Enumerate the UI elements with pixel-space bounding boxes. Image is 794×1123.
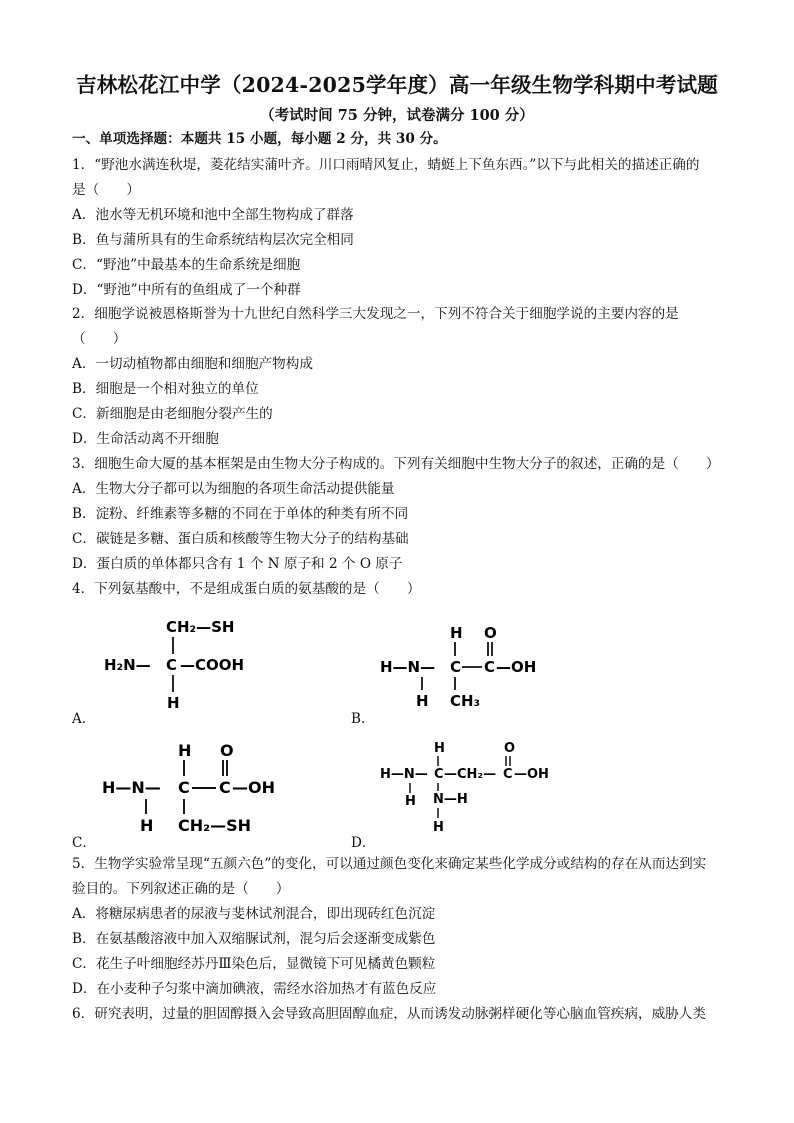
- q1-stem-line1: 1．“野池水满连秋堤，菱花结实蒲叶齐。川口雨晴风复止，蜻蜓上下鱼东西。”以下与此相关的描述正确的: [72, 157, 700, 173]
- struct-d-middle: —CH₂—: [444, 767, 497, 782]
- struct-d-top: H: [434, 741, 445, 756]
- exam-title: 吉林松花江中学（2024-2025学年度）高一年级生物学科期中考试题: [76, 73, 718, 97]
- struct-c-carbonyl-c: C: [219, 778, 231, 797]
- struct-b-carbonyl-c: C: [484, 658, 496, 676]
- section-heading: 一、单项选择题：本题共 15 小题，每小题 2 分，共 30 分。: [72, 131, 447, 147]
- struct-d-left-bottom: H: [405, 794, 416, 809]
- exam-subtitle: （考试时间 75 分钟，试卷满分 100 分）: [260, 107, 534, 124]
- amino-acid-structure-c[interactable]: [102, 738, 302, 838]
- q2-stem-line1: 2．细胞学说被恩格斯誉为十九世纪自然科学三大发现之一，下列不符合关于细胞学说的主要内容的是: [72, 306, 679, 322]
- struct-c-left-bottom: H: [140, 816, 154, 835]
- q4-option-c-label[interactable]: C．: [72, 835, 96, 851]
- struct-d-bottom-n: N—H: [433, 792, 468, 807]
- q5-option-a[interactable]: A．将糖尿病患者的尿液与斐林试剂混合，即出现砖红色沉淀: [72, 906, 436, 922]
- struct-a-bottom: H: [167, 694, 180, 712]
- struct-d-carbonyl-o: O: [504, 741, 516, 756]
- struct-a-center: C: [166, 656, 178, 674]
- q3-option-b[interactable]: B．淀粉、纤维素等多糖的不同在于单体的种类有所不同: [72, 506, 409, 522]
- struct-c-center: C: [178, 778, 190, 797]
- amino-acid-structure-d[interactable]: [380, 738, 570, 838]
- q3-option-c[interactable]: C．碳链是多糖、蛋白质和核酸等生物大分子的结构基础: [72, 531, 409, 547]
- q2-option-b[interactable]: B．细胞是一个相对独立的单位: [72, 381, 259, 397]
- q5-option-d[interactable]: D．在小麦种子匀浆中滴加碘液，需经水浴加热才有蓝色反应: [72, 981, 437, 997]
- struct-c-top: H: [178, 741, 192, 760]
- struct-d-carbonyl-c: C: [503, 767, 513, 782]
- struct-b-left-bottom: H: [416, 692, 429, 710]
- amino-acid-structure-a[interactable]: [100, 612, 280, 712]
- q1-option-c[interactable]: C．“野池”中最基本的生命系统是细胞: [72, 257, 301, 273]
- q2-option-c[interactable]: C．新细胞是由老细胞分裂产生的: [72, 406, 273, 422]
- q2-option-a[interactable]: A．一切动植物都由细胞和细胞产物构成: [72, 356, 313, 372]
- q1-stem-line2: 是（ ）: [72, 182, 140, 198]
- struct-b-carbonyl-o: O: [484, 624, 497, 642]
- struct-d-center: C: [434, 767, 444, 782]
- struct-c-right: —OH: [232, 778, 275, 797]
- struct-a-top: CH₂—SH: [166, 618, 235, 636]
- q5-stem-line1: 5．生物学实验常呈现“五颜六色”的变化，可以通过颜色变化来确定某些化学成分或结构的存在从而达到实: [72, 856, 707, 872]
- amino-acid-structure-b[interactable]: [380, 622, 560, 714]
- struct-b-right: —OH: [496, 658, 537, 676]
- struct-a-right: —COOH: [180, 656, 245, 674]
- struct-d-left: H—N—: [380, 767, 428, 782]
- q1-option-a[interactable]: A．池水等无机环境和池中全部生物构成了群落: [72, 207, 354, 223]
- q1-option-d[interactable]: D．“野池”中所有的鱼组成了一个种群: [72, 282, 301, 298]
- q5-option-c[interactable]: C．花生子叶细胞经苏丹Ⅲ染色后，显微镜下可见橘黄色颗粒: [72, 956, 436, 972]
- q3-option-a[interactable]: A．生物大分子都可以为细胞的各项生命活动提供能量: [72, 481, 395, 497]
- struct-d-right: —OH: [514, 767, 549, 782]
- struct-c-bottom: CH₂—SH: [178, 816, 252, 835]
- q6-stem-line1: 6．研究表明，过量的胆固醇摄入会导致高胆固醇血症，从而诱发动脉粥样硬化等心脑血管疾病，威胁人类: [72, 1006, 706, 1022]
- q4-option-a-label[interactable]: A．: [72, 711, 96, 727]
- struct-b-left: H—N—: [380, 658, 436, 676]
- q5-option-b[interactable]: B．在氨基酸溶液中加入双缩脲试剂，混匀后会逐渐变成紫色: [72, 931, 436, 947]
- struct-d-bottom-h: H: [433, 820, 444, 835]
- q4-stem-line1: 4．下列氨基酸中，不是组成蛋白质的氨基酸的是（ ）: [72, 581, 421, 597]
- struct-b-top: H: [450, 624, 463, 642]
- q2-option-d[interactable]: D．生命活动离不开细胞: [72, 431, 219, 447]
- q4-option-d-label[interactable]: D．: [351, 835, 376, 851]
- q1-option-b[interactable]: B．鱼与蒲所具有的生命系统结构层次完全相同: [72, 232, 354, 248]
- struct-a-left: H₂N—: [104, 656, 151, 674]
- struct-b-bottom: CH₃: [450, 692, 481, 710]
- struct-b-center: C: [450, 658, 462, 676]
- struct-c-left: H—N—: [102, 778, 161, 797]
- q2-stem-line2: （ ）: [72, 331, 127, 347]
- struct-c-carbonyl-o: O: [220, 741, 234, 760]
- q5-stem-line2: 验目的。下列叙述正确的是（ ）: [72, 881, 290, 897]
- q3-option-d[interactable]: D．蛋白质的单体都只含有 1 个 N 原子和 2 个 O 原子: [72, 556, 403, 572]
- q4-option-b-label[interactable]: B．: [351, 711, 375, 727]
- q3-stem-line1: 3．细胞生命大厦的基本框架是由生物大分子构成的。下列有关细胞中生物大分子的叙述，正确的是（ ）: [72, 456, 720, 472]
